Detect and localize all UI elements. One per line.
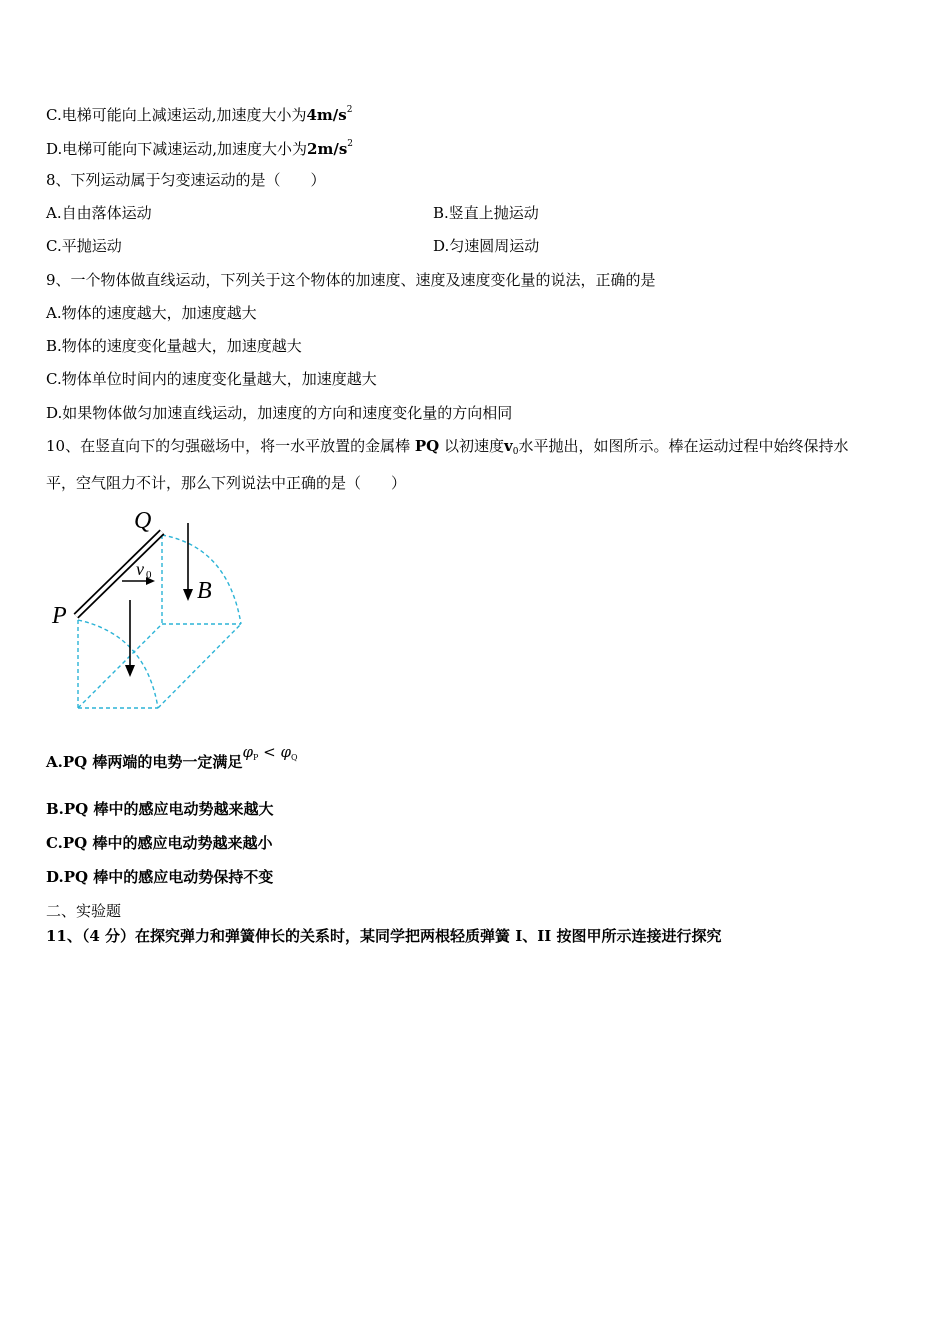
arc-p-trajectory (78, 620, 158, 708)
q9-option-b: B.物体的速度变化量越大，加速度越大 (46, 337, 302, 355)
q7-option-d-text: D.电梯可能向下减速运动,加速度大小为 (46, 140, 308, 158)
q11-stem: 11、（4 分）在探究弹力和弹簧伸长的关系时，某同学把两根轻质弹簧 I、II 按图甲所示连接进行探究 (46, 927, 722, 945)
q7-option-c-value: 4m/s (306, 106, 347, 124)
q10-stem-pq: PQ (414, 437, 440, 455)
q10-option-b: B.PQ 棒中的感应电动势越来越大 (46, 800, 274, 818)
label-v: v (136, 559, 144, 579)
box-bottom-diagonal (158, 624, 241, 708)
phi-q-sub: Q (291, 753, 298, 762)
q10-option-c: C.PQ 棒中的感应电动势越来越小 (46, 834, 273, 852)
q9-stem: 9、一个物体做直线运动，下列关于这个物体的加速度、速度及速度变化量的说法，正确的是 (46, 271, 656, 289)
section-title: 二、实验题 (46, 902, 122, 920)
phi-p: φ (242, 743, 253, 761)
q9-option-a: A.物体的速度越大，加速度越大 (46, 304, 257, 322)
q9-option-c: C.物体单位时间内的速度变化量越大，加速度越大 (46, 370, 377, 388)
q7-option-c-exponent: 2 (346, 105, 353, 115)
q10-stem-part-c: 水平抛出，如图所示。棒在运动过程中始终保持水 (518, 437, 849, 455)
q8-option-a: A.自由落体运动 (46, 204, 152, 222)
q7-option-d-value: 2m/s (307, 140, 348, 158)
label-p: P (52, 603, 67, 629)
q7-option-c-text: C.电梯可能向上减速运动,加速度大小为 (46, 106, 307, 124)
label-q: Q (134, 508, 152, 534)
q8-option-d: D.匀速圆周运动 (433, 237, 540, 255)
q10-option-a-text: A.PQ 棒两端的电势一定满足 (46, 753, 243, 771)
q10-figure (46, 505, 246, 715)
label-v-sub: 0 (146, 569, 152, 581)
less-than-sign: < (263, 743, 276, 761)
q10-option-a (46, 743, 298, 775)
trajectory-box-lines (78, 535, 241, 708)
q7-option-d (46, 136, 353, 159)
q8-option-c: C.平抛运动 (46, 237, 122, 255)
q10-stem-part-a: 10、在竖直向下的匀强磁场中，将一水平放置的金属棒 (46, 437, 411, 455)
q10-stem-v-sub: 0 (512, 447, 519, 457)
q10-option-a-formula (242, 743, 297, 761)
magnetic-field-arrow-right (183, 523, 193, 601)
q8-option-b: B.竖直上抛运动 (433, 204, 539, 222)
box-inner-diagonal (78, 624, 162, 708)
q9-option-d: D.如果物体做匀加速直线运动，加速度的方向和速度变化量的方向相同 (46, 404, 513, 422)
q7-option-d-exponent: 2 (347, 139, 353, 149)
q10-stem-line1 (46, 436, 849, 459)
q10-stem-part-b: 以初速度 (444, 437, 505, 455)
phi-q: φ (280, 743, 291, 761)
q7-option-c (46, 102, 352, 125)
q10-stem-v: v (504, 437, 513, 455)
label-b: B (197, 578, 212, 604)
phi-p-sub: P (252, 753, 259, 762)
q10-option-d: D.PQ 棒中的感应电动势保持不变 (46, 868, 274, 886)
magnetic-field-arrow-left (125, 600, 135, 677)
q8-stem: 8、下列运动属于匀变速运动的是（ ） (46, 171, 326, 189)
q10-stem-line2: 平，空气阻力不计，那么下列说法中正确的是（ ） (46, 474, 407, 492)
